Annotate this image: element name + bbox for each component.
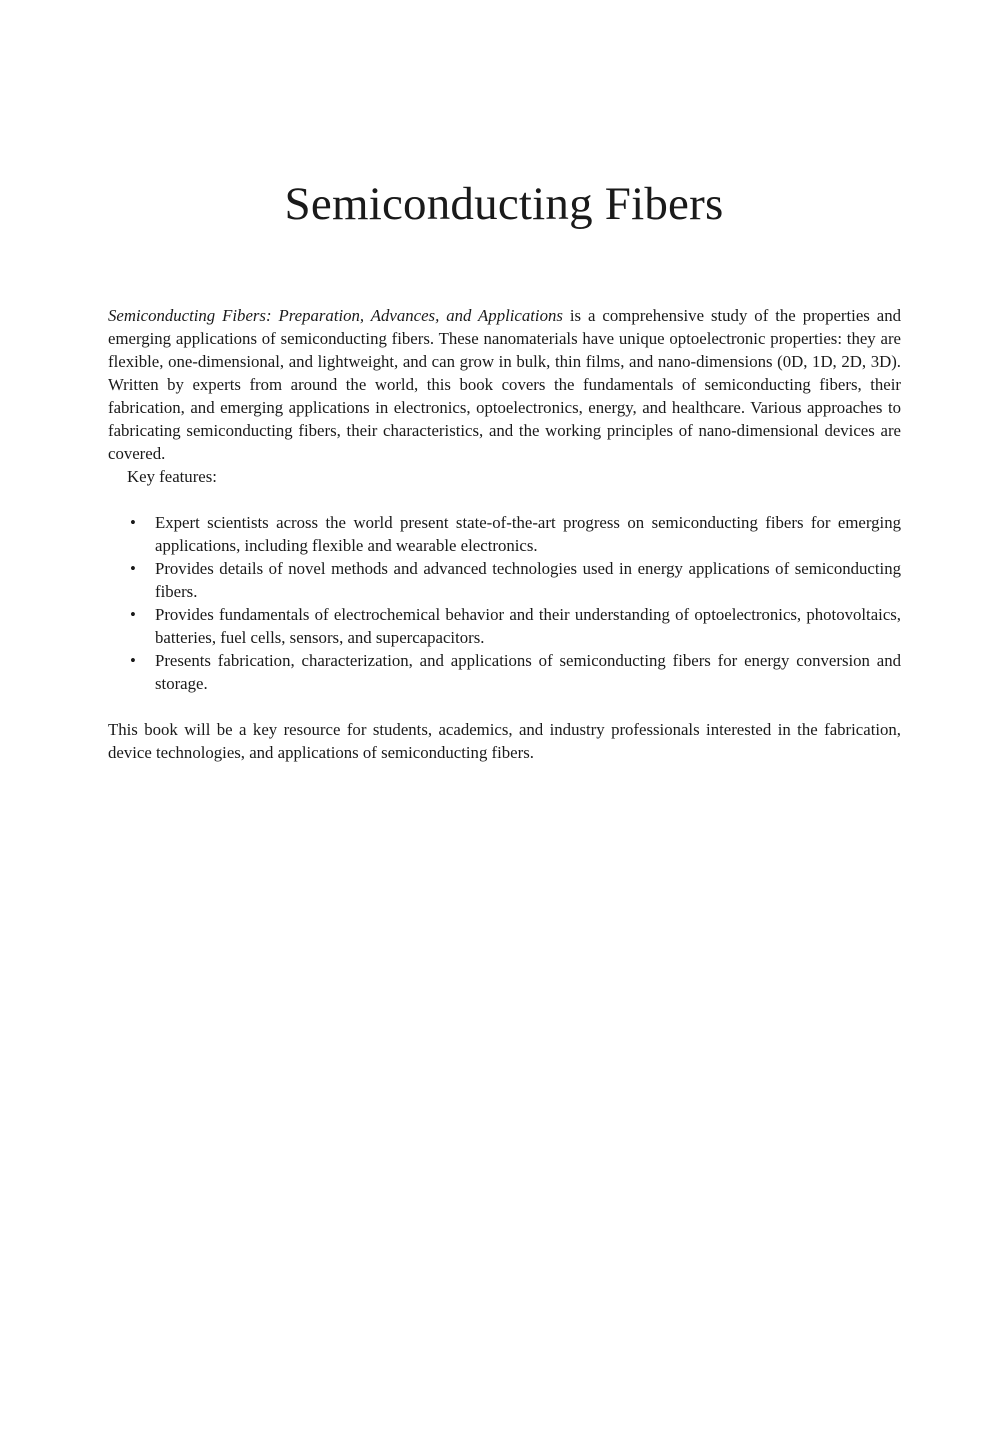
intro-paragraph (108, 304, 901, 465)
page-title: Semiconducting Fibers (284, 178, 724, 230)
description-body (108, 304, 901, 764)
feature-text: Presents fabrication, characterization, and applications of semiconducting fibers for energy conversion and storage. (155, 651, 901, 693)
feature-text: Provides details of novel methods and advanced technologies used in energy applications of semiconducting fibers. (155, 559, 901, 601)
book-title-italic: Semiconducting Fibers: Preparation, Advances, and Applications (108, 306, 563, 325)
bullet-icon: • (130, 605, 136, 624)
feature-item (108, 557, 901, 603)
feature-text: Expert scientists across the world present state-of-the-art progress on semiconducting fibers for emerging applications, including flexible and wearable electronics. (155, 513, 901, 555)
key-features-label: Key features: (127, 467, 217, 486)
bullet-icon: • (130, 651, 136, 670)
bullet-icon: • (130, 513, 136, 532)
feature-text: Provides fundamentals of electrochemical behavior and their understanding of optoelectronics, photovoltaics, batteries, fuel cells, sensors, and supercapacitors. (155, 605, 901, 647)
closing-paragraph: This book will be a key resource for students, academics, and industry professionals interested in the fabrication, device technologies, and applications of semiconducting fibers. (108, 720, 901, 762)
feature-item (108, 649, 901, 695)
intro-text: is a comprehensive study of the properties and emerging applications of semiconducting fibers. These nanomaterials have unique optoelectronic properties: they are flexible, one-dimensional, and lightweight, and can grow in bulk, thin films, and nano-dimensions (0D, 1D, 2D, 3D). Written by experts from around the world, this book covers the fundamentals of semiconducting fibers, their fabrication, and emerging applications in electronics, optoelectronics, energy, and healthcare. Various approaches to fabricating semiconducting fibers, their characteristics, and the working principles of nano-dimensional devices are covered. (108, 306, 901, 463)
features-list (108, 511, 901, 695)
feature-item (108, 603, 901, 649)
bullet-icon: • (130, 559, 136, 578)
feature-item (108, 511, 901, 557)
